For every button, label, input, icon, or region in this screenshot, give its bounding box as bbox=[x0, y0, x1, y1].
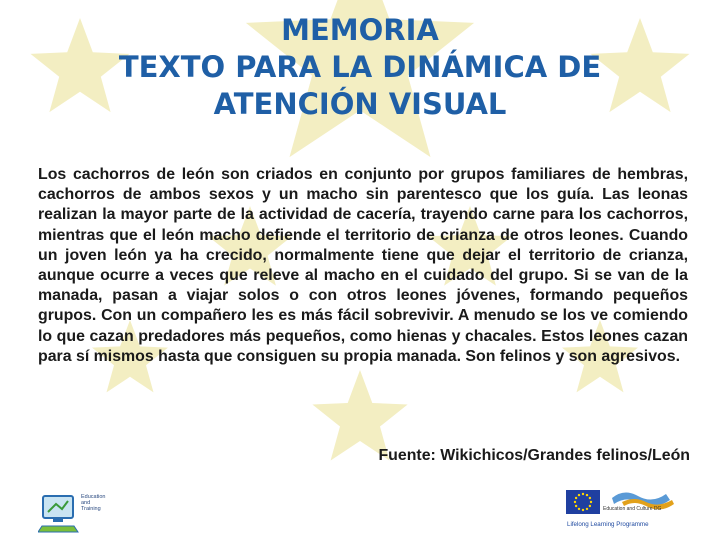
logo-left-line-1: Education bbox=[81, 494, 106, 500]
title-line-3: ATENCIÓN VISUAL bbox=[213, 87, 507, 121]
eu-star bbox=[582, 493, 584, 495]
page-title bbox=[40, 12, 680, 123]
eu-star bbox=[574, 501, 576, 503]
eu-dg-caption: Education and Culture DG bbox=[603, 506, 662, 512]
computer-icon bbox=[38, 492, 82, 536]
programme-label: Lifelong Learning Programme bbox=[567, 521, 649, 528]
eu-star bbox=[590, 501, 592, 503]
eu-star bbox=[586, 508, 588, 510]
eu-star bbox=[582, 509, 584, 511]
education-training-logo bbox=[38, 492, 116, 536]
title-line-1: MEMORIA bbox=[281, 13, 439, 47]
source-citation: Fuente: Wikichicos/Grandes felinos/León bbox=[378, 447, 690, 464]
eu-star bbox=[575, 505, 577, 507]
logo-left-line-3: Training bbox=[81, 506, 101, 512]
lifelong-learning-logo bbox=[562, 488, 692, 538]
eu-star bbox=[578, 508, 580, 510]
eu-star bbox=[578, 494, 580, 496]
eu-star bbox=[589, 497, 591, 499]
eu-flag-icon bbox=[562, 488, 692, 520]
title-line-2: TEXTO PARA LA DINÁMICA DE bbox=[118, 50, 602, 84]
eu-star bbox=[589, 505, 591, 507]
eu-star bbox=[586, 494, 588, 496]
eu-star bbox=[575, 497, 577, 499]
logo-left-line-2: and bbox=[81, 500, 91, 506]
body-paragraph: Los cachorros de león son criados en conjunto por grupos familiares de hembras, cachorros de ambos sexos y un macho sin parentesco que los guía. Las leonas realizan la mayor parte de la actividad de cacería, trayendo carne para los cachorros, mientras que el león macho defiende el territorio de crianza de otros leones. Cuando un joven león ya ha crecido, normalmente tiene que dejar el territorio de crianza, aunque ocurre a veces que releve al macho en el cuidado del grupo. Si se van de la manada, pasan a viajar solos o con otros leones jóvenes, formando pequeños grupos. Con un compañero les es más fácil sobrevivir. A menudo se los ve comiendo lo que cazan predadores más pequeños, como hienas y chacales. Estos leones cazan para sí mismos hasta que consiguen su propia manada. Son felinos y son agresivos. bbox=[38, 166, 688, 365]
